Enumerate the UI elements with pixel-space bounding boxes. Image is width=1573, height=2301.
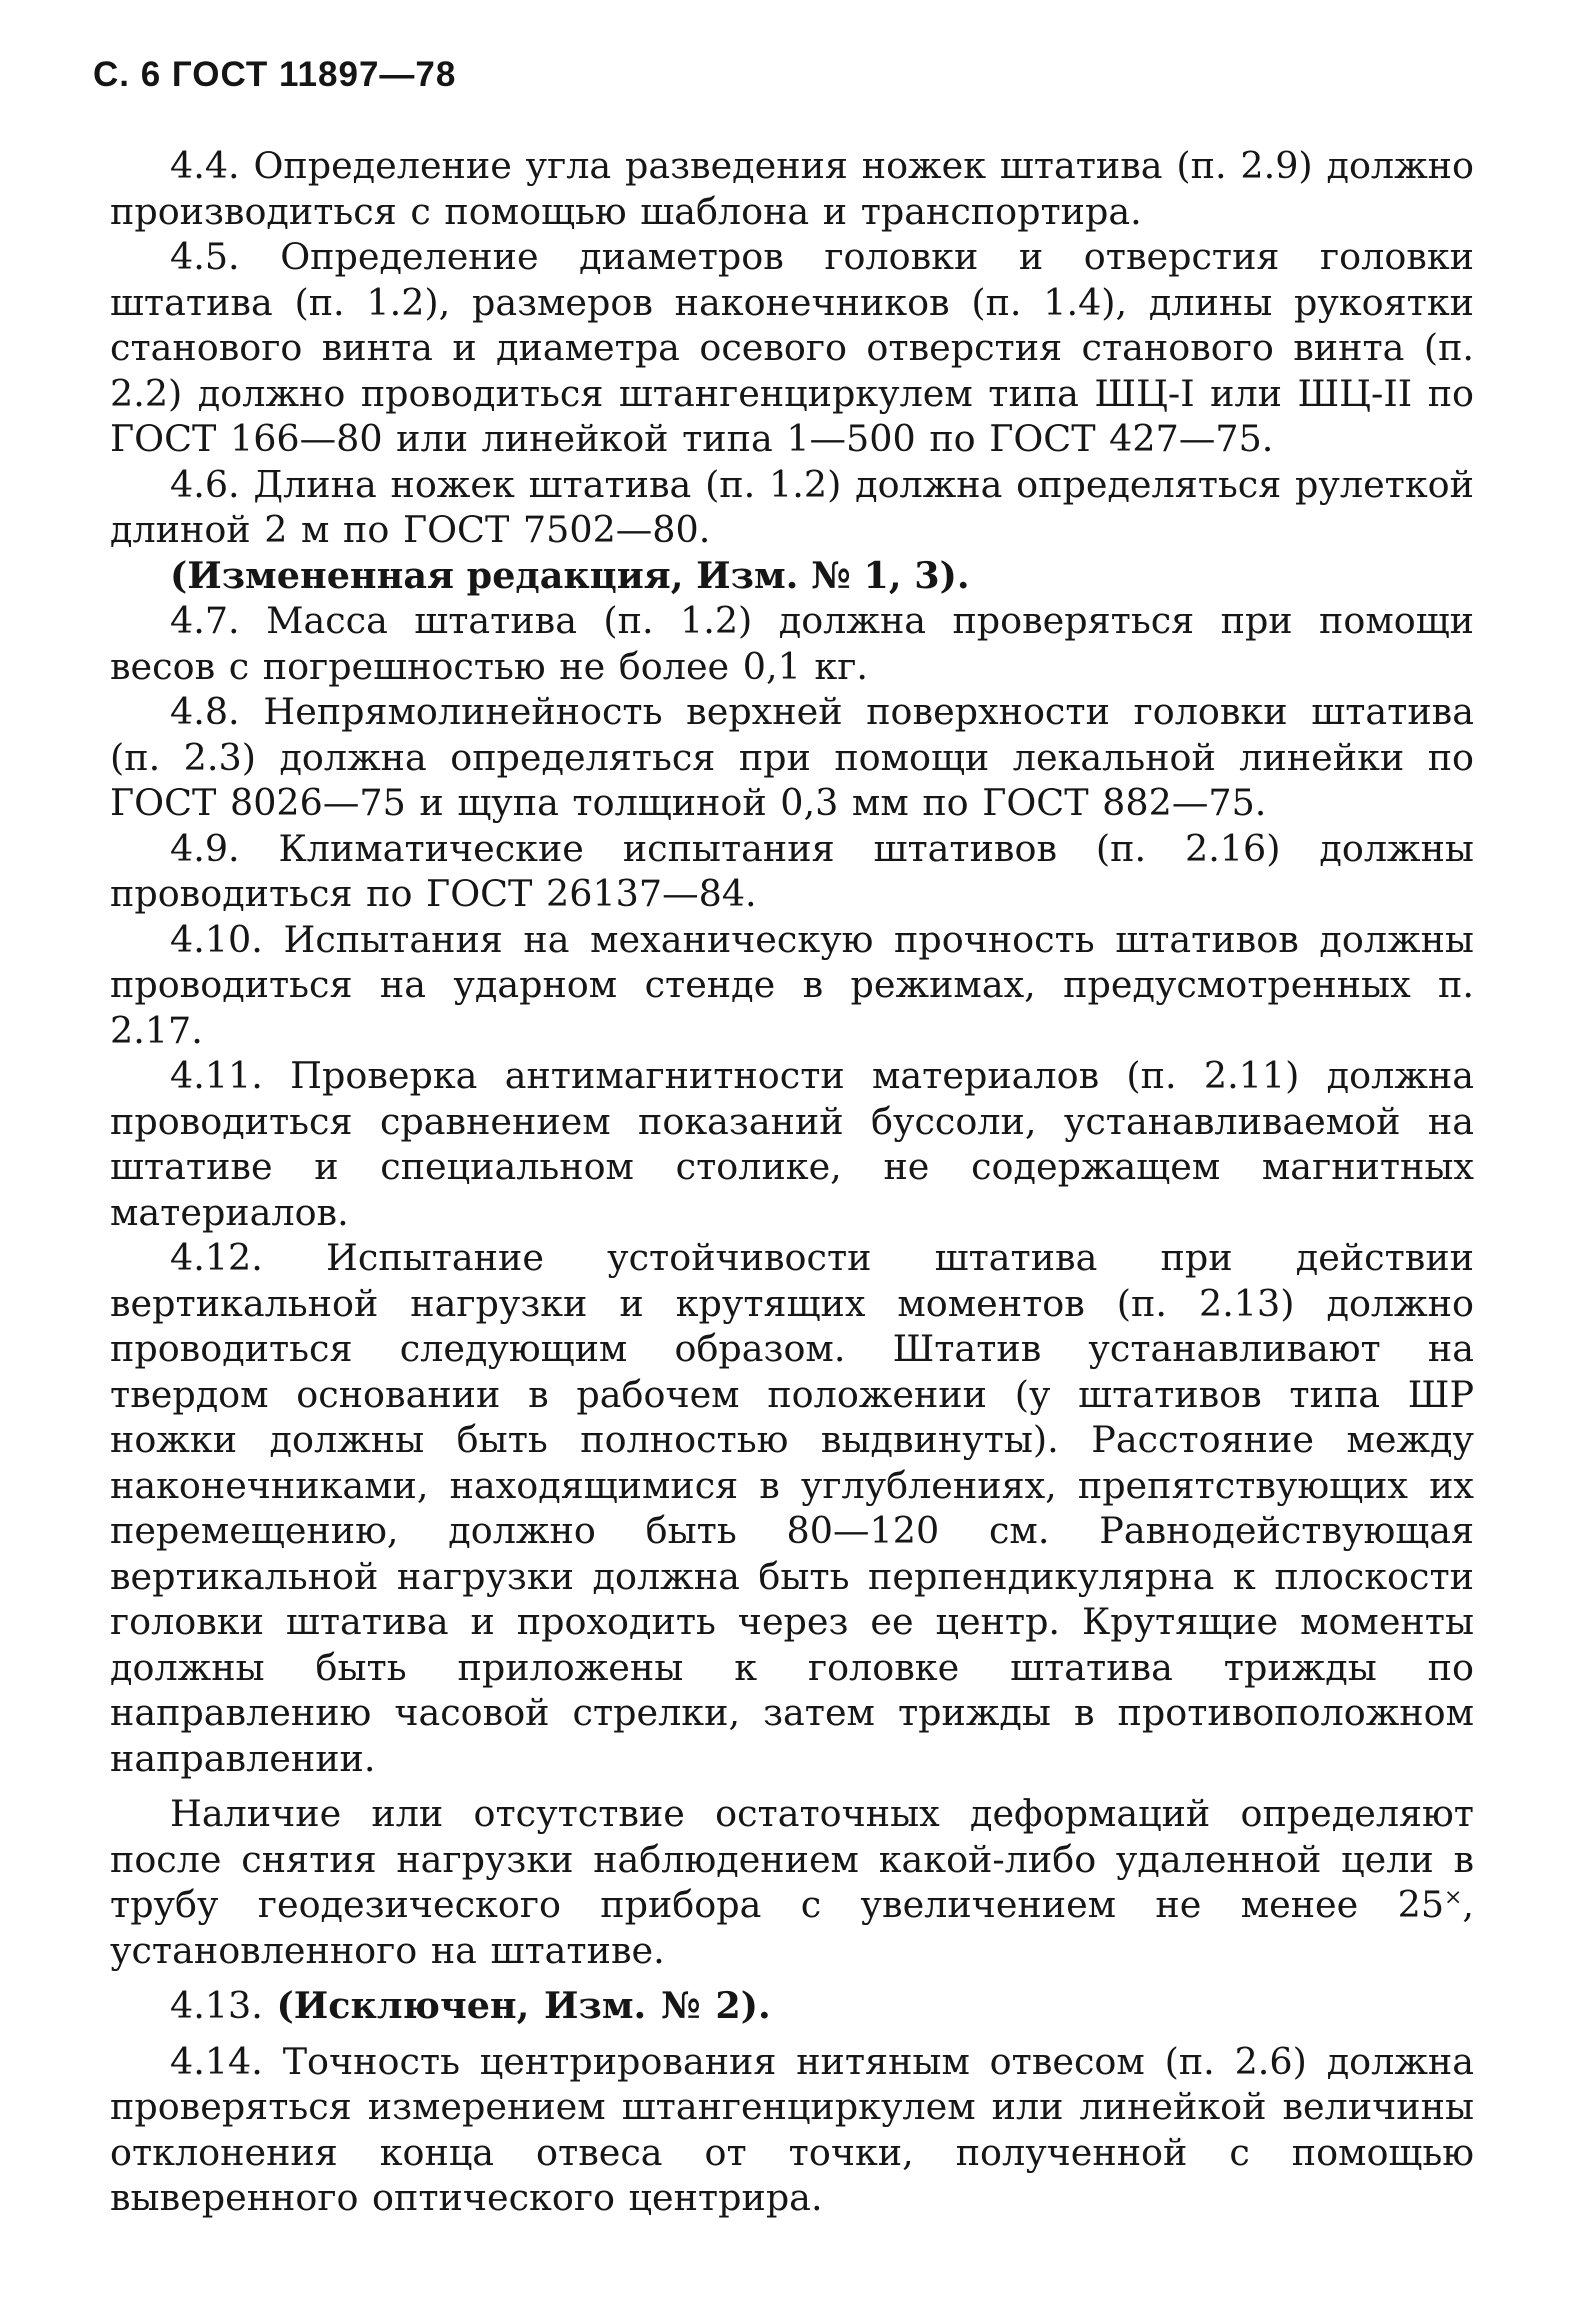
magnification-sign: × xyxy=(1444,1884,1463,1910)
excluded-note: (Исключен, Изм. № 2). xyxy=(276,1984,771,2027)
clause-4-5: 4.5. Определение диаметров головки и отверстия головки штатива (п. 1.2), размеров наконечников (п. 1.4), длины рукоятки станового винта и диаметра осевого отверстия станового винта (п. 2.2) должно проводиться штангенциркулем типа ШЦ-I или ШЦ-II по ГОСТ 166—80 или линейкой типа 1—500 по ГОСТ 427—75. xyxy=(110,235,1474,460)
clause-4-11: 4.11. Проверка антимагнитности материалов (п. 2.11) должна проводиться сравнением показаний буссоли, устанавливаемой на штативе и специальном столике, не содержащем магнитных материалов. xyxy=(110,1054,1474,1234)
clause-4-4: 4.4. Определение угла разведения ножек штатива (п. 2.9) должно производиться с помощью шаблона и транспортира. xyxy=(110,144,1474,233)
continuation-text-after: , установленного на штативе. xyxy=(110,1883,1474,1972)
clause-4-10: 4.10. Испытания на механическую прочность штативов должны проводиться на ударном стенде в режимах, предусмотренных п. 2.17. xyxy=(110,917,1474,1052)
clause-4-13 xyxy=(110,1983,1474,2029)
clause-number: 4.13. xyxy=(170,1984,277,2027)
clause-4-12: 4.12. Испытание устойчивости штатива при действии вертикальной нагрузки и крутящих моментов (п. 2.13) должно проводиться следующим образом. Штатив устанавливают на твердом основании в рабочем положении (у штативов типа ШР ножки должны быть полностью выдвинуты). Расстояние между наконечниками, находящимися в углублениях, препятствующих их перемещению, должно быть 80—120 см. Равнодействующая вертикальной нагрузки должна быть перпендикулярна к плоскости головки штатива и проходить через ее центр. Крутящие моменты должны быть приложены к головке штатива трижды по направлению часовой стрелки, затем трижды в противоположном направлении. xyxy=(110,1236,1474,1780)
clause-4-14: 4.14. Точность центрирования нитяным отвесом (п. 2.6) должна проверяться измерением штангенциркулем или линейкой величины отклонения конца отвеса от точки, полученной с помощью выверенного оптического центрира. xyxy=(110,2039,1474,2219)
amendment-note: (Измененная редакция, Изм. № 1, 3). xyxy=(170,553,970,597)
page-header: С. 6 ГОСТ 11897—78 xyxy=(93,55,457,94)
clause-4-12-continuation xyxy=(110,1791,1474,1973)
document-body xyxy=(110,143,1474,2221)
clause-4-8: 4.8. Непрямолинейность верхней поверхности головки штатива (п. 2.3) должна определяться при помощи лекальной линейки по ГОСТ 8026—75 и щупа толщиной 0,3 мм по ГОСТ 882—75. xyxy=(110,690,1474,824)
clause-4-6: 4.6. Длина ножек штатива (п. 1.2) должна определяться рулеткой длиной 2 м по ГОСТ 7502—80. xyxy=(110,462,1474,551)
clause-4-9: 4.9. Климатические испытания штативов (п. 2.16) должны проводиться по ГОСТ 26137—84. xyxy=(110,826,1474,915)
continuation-text-before: Наличие или отсутствие остаточных деформаций определяют после снятия нагрузки наблюдением какой-либо удаленной цели в трубу геодезического прибора с увеличением не менее 25 xyxy=(110,1792,1474,1926)
clause-4-7: 4.7. Масса штатива (п. 1.2) должна проверяться при помощи весов с погрешностью не более 0,1 кг. xyxy=(110,599,1474,688)
